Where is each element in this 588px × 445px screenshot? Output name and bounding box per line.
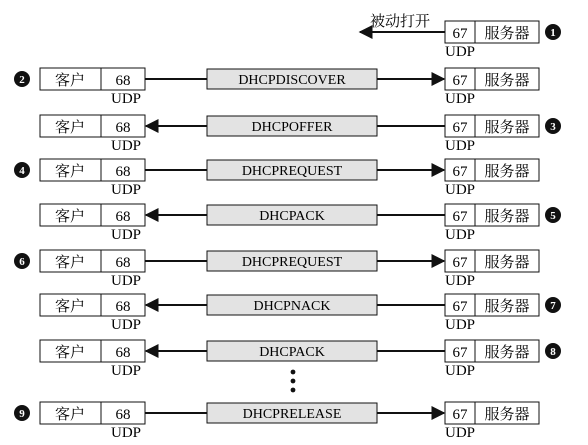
client-udp-label: UDP (110, 317, 142, 333)
server-port-label: 67 (452, 209, 468, 225)
client-port-label: 68 (115, 164, 131, 180)
client-port-label: 68 (115, 299, 131, 315)
message-row (14, 402, 539, 441)
step-number: 9 (19, 408, 25, 420)
server-port-label: 67 (452, 164, 468, 180)
step-number: 4 (19, 165, 25, 177)
step-number: 2 (19, 74, 25, 86)
client-label: 客户 (54, 345, 86, 361)
client-udp-label: UDP (110, 363, 142, 379)
client-udp-label: UDP (110, 138, 142, 154)
client-label: 客户 (54, 120, 86, 136)
client-label: 客户 (54, 164, 86, 180)
message-row (14, 68, 539, 107)
client-port-label: 68 (115, 120, 131, 136)
server-port-label: 67 (452, 255, 468, 271)
server-udp-label: UDP (444, 182, 476, 198)
gap-marker (291, 370, 296, 393)
client-label: 客户 (54, 73, 86, 89)
server-port-label: 67 (452, 26, 468, 42)
message-label: DHCPREQUEST (241, 255, 343, 270)
message-row (40, 340, 561, 379)
message-row (40, 204, 561, 243)
message-label: DHCPNACK (253, 299, 331, 314)
message-label: DHCPACK (259, 209, 325, 224)
server-udp-label: UDP (444, 227, 476, 243)
gap-dot (291, 388, 296, 393)
step-number: 3 (550, 121, 556, 133)
message-label: DHCPRELEASE (242, 407, 342, 422)
client-label: 客户 (54, 407, 86, 423)
message-label: DHCPACK (259, 345, 325, 360)
server-label: 服务器 (484, 120, 530, 136)
message-row (40, 115, 561, 154)
message-row (14, 250, 539, 289)
client-port-label: 68 (115, 407, 131, 423)
server-udp-label: UDP (444, 91, 476, 107)
client-port-label: 68 (115, 345, 131, 361)
server-port-label: 67 (452, 299, 468, 315)
client-udp-label: UDP (110, 227, 142, 243)
passive-open-label: 被动打开 (369, 14, 431, 30)
server-udp-label: UDP (444, 425, 476, 441)
message-row (14, 159, 539, 198)
client-port-label: 68 (115, 209, 131, 225)
step-number: 7 (550, 300, 556, 312)
server-udp-label: UDP (444, 273, 476, 289)
server-udp-label: UDP (444, 44, 476, 60)
client-label: 客户 (54, 255, 86, 271)
server-udp-label: UDP (444, 317, 476, 333)
client-udp-label: UDP (110, 425, 142, 441)
step-number: 6 (19, 256, 25, 268)
client-udp-label: UDP (110, 182, 142, 198)
server-udp-label: UDP (444, 138, 476, 154)
server-label: 服务器 (484, 209, 530, 225)
client-label: 客户 (54, 299, 86, 315)
client-port-label: 68 (115, 73, 131, 89)
server-port-label: 67 (452, 73, 468, 89)
server-udp-label: UDP (444, 363, 476, 379)
server-port-label: 67 (452, 120, 468, 136)
server-label: 服务器 (484, 164, 530, 180)
step-number: 5 (550, 210, 556, 222)
server-label: 服务器 (484, 26, 530, 42)
server-port-label: 67 (452, 407, 468, 423)
server-label: 服务器 (484, 407, 530, 423)
server-label: 服务器 (484, 73, 530, 89)
message-label: DHCPDISCOVER (238, 73, 346, 88)
gap-dot (291, 370, 296, 375)
message-row (40, 294, 561, 333)
server-label: 服务器 (484, 345, 530, 361)
step-number: 8 (550, 346, 556, 358)
client-udp-label: UDP (110, 91, 142, 107)
server-label: 服务器 (484, 255, 530, 271)
step-number: 1 (550, 27, 556, 39)
server-port-label: 67 (452, 345, 468, 361)
client-port-label: 68 (115, 255, 131, 271)
gap-dot (291, 379, 296, 384)
server-label: 服务器 (484, 299, 530, 315)
message-label: DHCPOFFER (251, 120, 333, 135)
message-label: DHCPREQUEST (241, 164, 343, 179)
client-label: 客户 (54, 209, 86, 225)
client-udp-label: UDP (110, 273, 142, 289)
initial-server-row (360, 13, 561, 60)
message-rows (14, 68, 561, 441)
